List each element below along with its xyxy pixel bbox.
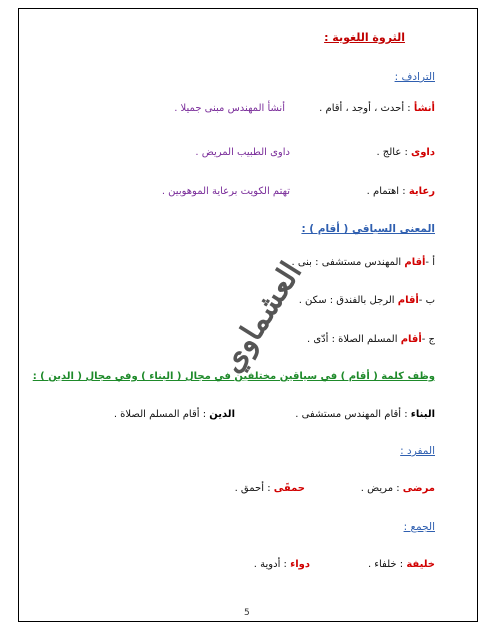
synonym-row-2 <box>376 148 435 158</box>
context-rest: الرجل بالفندق : سكن . <box>298 295 395 306</box>
plural-1 <box>368 560 435 570</box>
singular-text: : أحمق . <box>234 483 271 494</box>
usage-building <box>295 410 435 420</box>
context-word: أقام <box>400 334 422 345</box>
page-number: 5 <box>244 608 250 618</box>
singular-1 <box>361 484 435 494</box>
singular-2 <box>235 484 305 494</box>
context-title: المعنى السياقي ( أقام ) : <box>301 223 435 235</box>
synonym-row-3 <box>367 187 435 197</box>
usage-title: وظف كلمة ( أقام ) في سياقين مختلفين في مجال ( البناء ) وفي مجال ( الدين ) : <box>32 371 435 382</box>
usage-text: : أقام المهندس مستشفى . <box>295 409 408 420</box>
synonyms-title: الترادف : <box>394 71 435 83</box>
usage-word: الدين <box>209 409 235 420</box>
plural-title: الجمع : <box>403 521 435 533</box>
synonym-meaning: : عالج . <box>376 147 408 158</box>
synonym-meaning: : أحدث ، أوجد ، أقام . <box>319 103 411 114</box>
usage-word: البناء <box>410 409 435 420</box>
singular-text: : مريض . <box>360 483 400 494</box>
context-word: أقام <box>397 295 419 306</box>
context-prefix: ج - <box>421 334 435 345</box>
synonym-word: داوى <box>411 147 435 158</box>
synonym-word: أنشأ <box>413 103 435 114</box>
plural-word: دواء <box>290 559 310 570</box>
synonym-example: داوى الطبيب المريض . <box>195 147 290 158</box>
context-row-1 <box>291 258 435 268</box>
context-prefix: ب - <box>418 295 435 306</box>
synonym-example: تهتم الكويت برعاية الموهوبين . <box>161 186 290 197</box>
context-word: أقام <box>404 257 426 268</box>
watermark: العشماوي <box>214 255 310 380</box>
plural-2 <box>254 560 310 570</box>
singular-word: حمقَى <box>273 483 305 494</box>
usage-religion <box>114 410 235 420</box>
section-heading: الثروة اللغوية : <box>324 31 405 44</box>
context-row-3 <box>307 335 435 345</box>
plural-text: : خلفاء . <box>367 559 404 570</box>
plural-word: خليفة <box>406 559 435 570</box>
context-rest: المهندس مستشفى : بنى . <box>291 257 402 268</box>
singular-title: المفرد : <box>400 445 435 457</box>
context-row-2 <box>299 296 435 306</box>
synonym-example: أنشأ المهندس مبنى جميلا . <box>174 103 285 114</box>
synonym-row-1 <box>319 104 435 114</box>
synonym-word: رعاية <box>408 186 435 197</box>
plural-text: : أدوية . <box>253 559 287 570</box>
context-rest: المسلم الصلاة : أدّى . <box>306 334 398 345</box>
singular-word: مرضى <box>402 483 435 494</box>
synonym-meaning: : اهتمام . <box>366 186 406 197</box>
context-prefix: أ - <box>425 257 435 268</box>
usage-text: : أقام المسلم الصلاة . <box>113 409 207 420</box>
